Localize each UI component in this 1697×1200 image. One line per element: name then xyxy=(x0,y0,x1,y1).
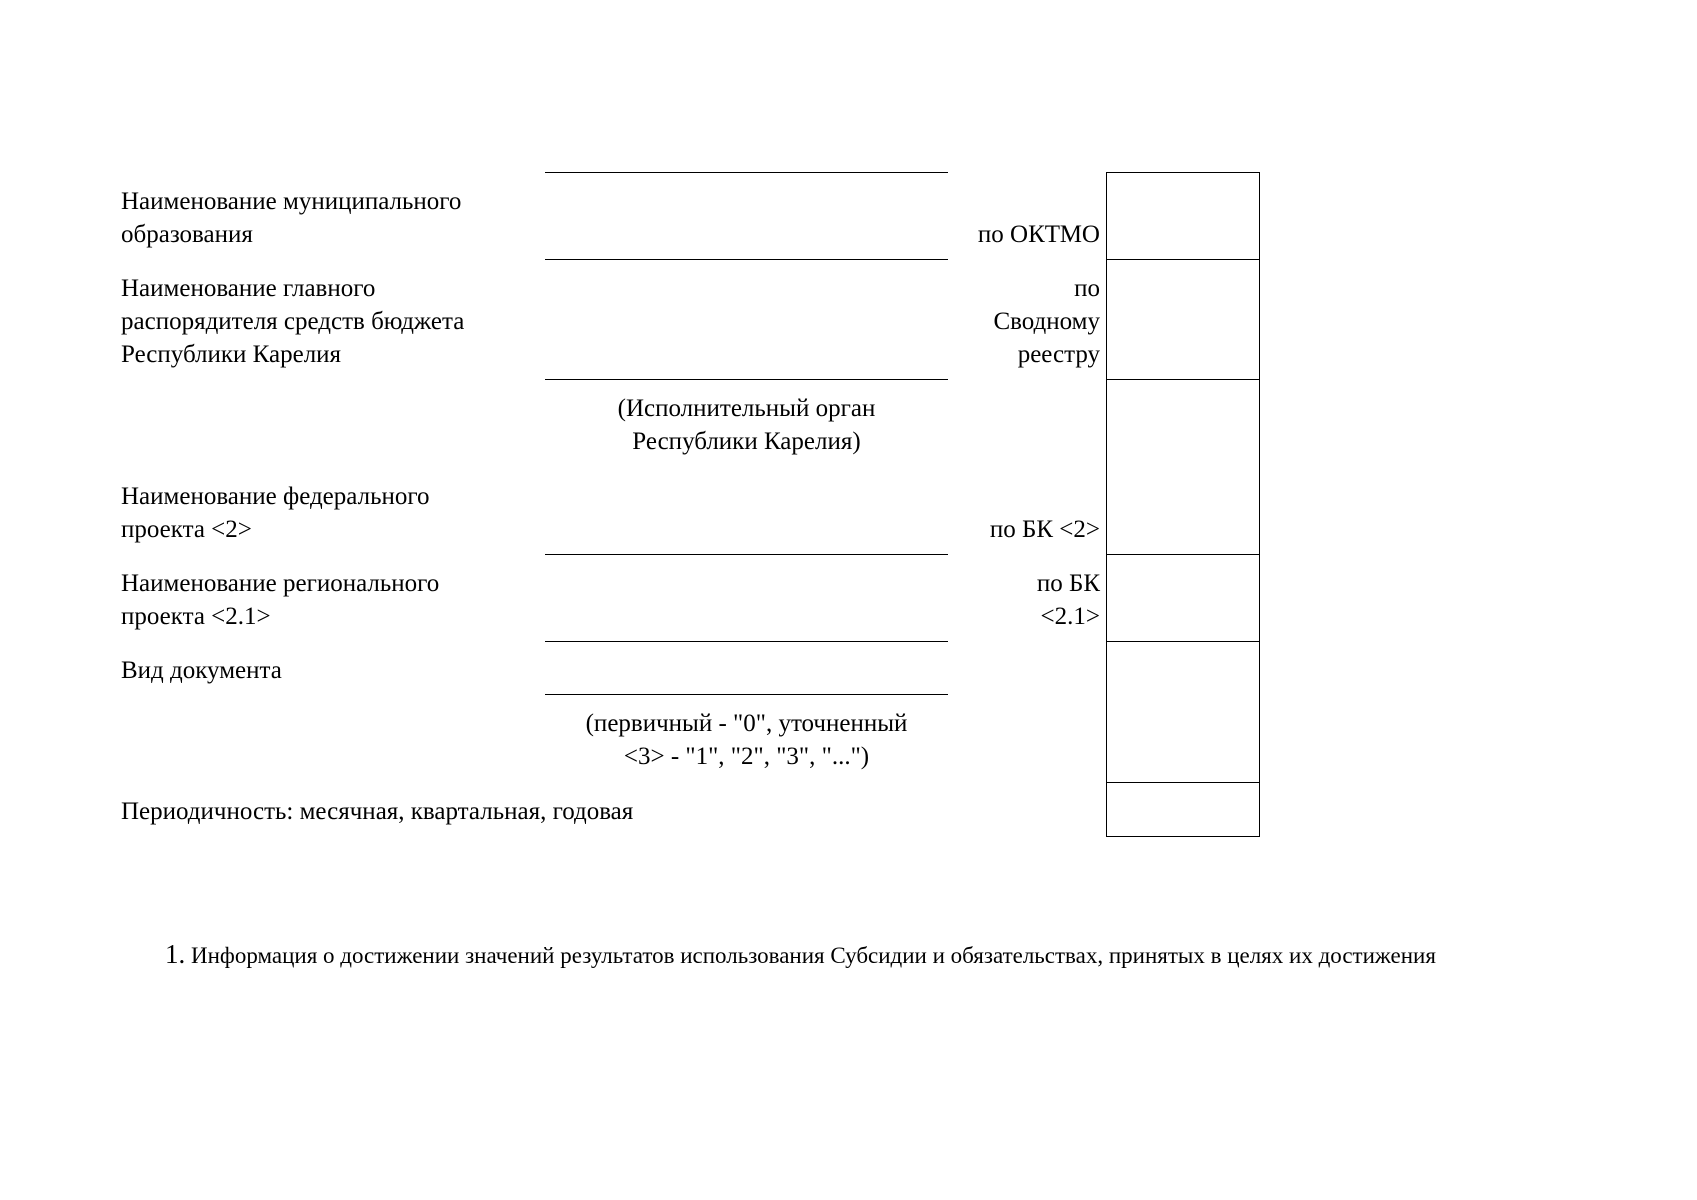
municipality-label-line1: Наименование муниципального xyxy=(121,188,462,215)
regional-project-field-line[interactable] xyxy=(545,641,948,642)
regional-project-bk-code-cell[interactable] xyxy=(1106,554,1260,642)
federal-project-bk-code-label: по БК <2> xyxy=(989,516,1100,543)
regional-project-bk-code-label-line2: <2.1> xyxy=(1040,603,1100,630)
municipality-field-line[interactable] xyxy=(545,259,948,260)
document-type-hint-line1: (первичный - "0", уточненный xyxy=(585,710,908,737)
summary-registry-code-label-line3: реестру xyxy=(1017,341,1100,368)
regional-project-label-line1: Наименование регионального xyxy=(121,570,440,597)
document-type-hint-line2: <3> - "1", "2", "3", "...") xyxy=(623,743,870,770)
chief-manager-label-line2: распорядителя средств бюджета xyxy=(121,308,465,335)
oktmo-code-label: по ОКТМО xyxy=(977,221,1100,248)
federal-project-label-line1: Наименование федерального xyxy=(121,483,430,510)
municipality-label-line2: образования xyxy=(121,221,253,248)
section-number: 1. xyxy=(165,939,186,969)
federal-project-field-line[interactable] xyxy=(545,554,948,555)
document-type-code-cell[interactable] xyxy=(1106,641,1260,783)
summary-registry-code-cell[interactable] xyxy=(1106,259,1260,380)
chief-manager-label-line1: Наименование главного xyxy=(121,275,376,302)
municipality-field-top-line xyxy=(545,172,948,173)
chief-manager-label-line3: Республики Карелия xyxy=(121,341,342,368)
summary-registry-code-label-line1: по xyxy=(1074,275,1100,302)
periodicity-label: Периодичность: месячная, квартальная, годовая xyxy=(121,798,634,825)
executive-body-hint-line2: Республики Карелия) xyxy=(632,428,861,455)
chief-manager-field-line[interactable] xyxy=(545,379,948,380)
regional-project-label-line2: проекта <2.1> xyxy=(121,603,271,630)
executive-body-hint-line1: (Исполнительный орган xyxy=(617,395,876,422)
oktmo-code-cell[interactable] xyxy=(1106,172,1260,260)
federal-project-label-line2: проекта <2> xyxy=(121,516,252,543)
document-type-label: Вид документа xyxy=(121,657,282,684)
federal-project-bk-code-cell[interactable] xyxy=(1106,379,1260,555)
section-heading xyxy=(165,939,1436,971)
section-title-text: Информация о достижении значений результатов использования Субсидии и обязательствах, принятых в целях их достижения xyxy=(191,943,1436,968)
periodicity-code-cell[interactable] xyxy=(1106,782,1260,837)
document-type-field-line[interactable] xyxy=(545,694,948,695)
regional-project-bk-code-label-line1: по БК xyxy=(1036,570,1100,597)
summary-registry-code-label-line2: Сводному xyxy=(993,308,1100,335)
